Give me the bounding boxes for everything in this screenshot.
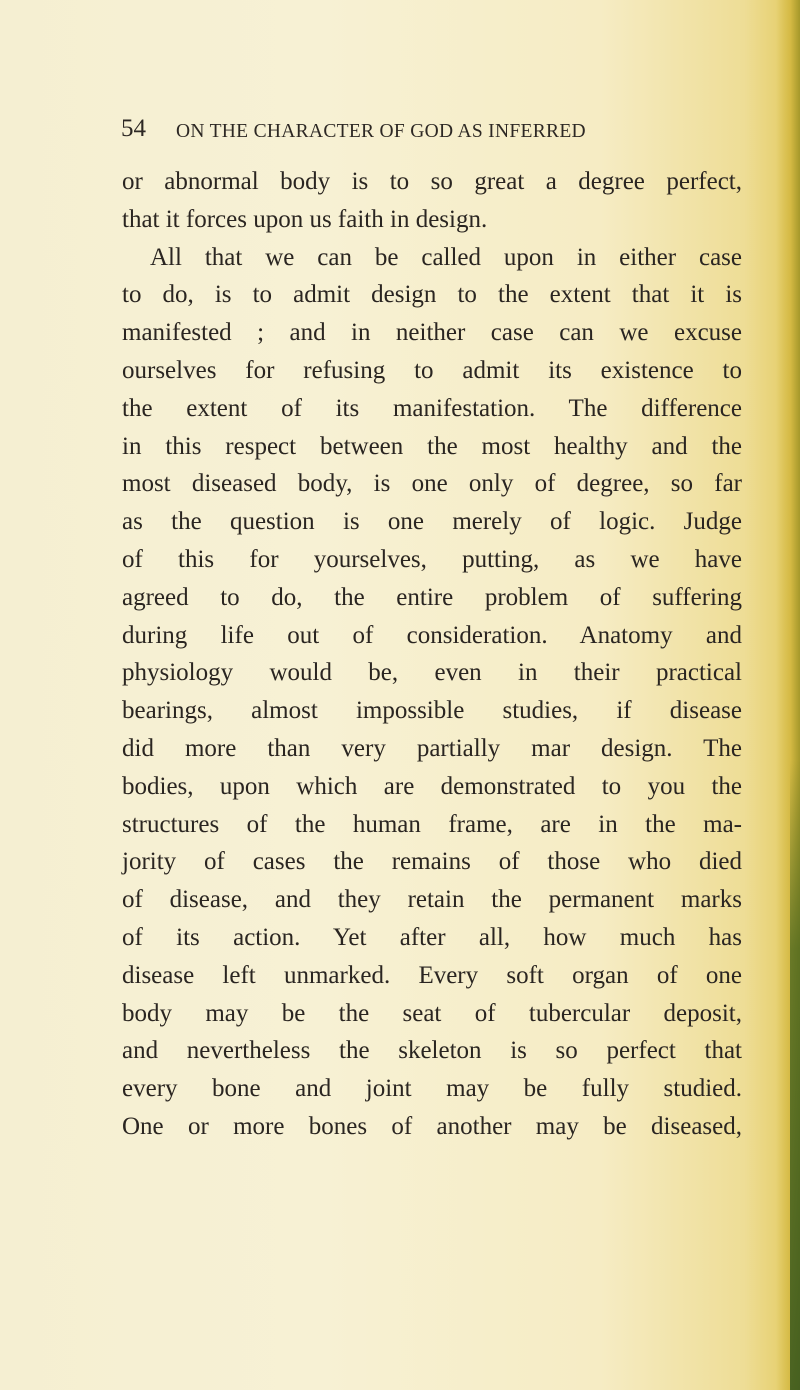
- text-line: or abnormal body is to so great a degree perfect,: [122, 168, 742, 195]
- body-text: [122, 163, 742, 1146]
- text-line: disease left unmarked. Every soft organ of one: [122, 961, 742, 989]
- text-line: physiology would be, even in their practical: [122, 659, 742, 687]
- text-line: most diseased body, is one only of degree, so far: [122, 470, 742, 498]
- text-line: to do, is to admit design to the extent that it is: [122, 281, 742, 309]
- text-line: and nevertheless the skeleton is so perfect that: [122, 1037, 742, 1065]
- text-line: jority of cases the remains of those who died: [122, 848, 742, 876]
- text-line: of its action. Yet after all, how much has: [122, 923, 742, 951]
- text-line: of this for yourselves, putting, as we have: [122, 545, 742, 573]
- text-line: as the question is one merely of logic. Judge: [122, 508, 742, 536]
- text-line: ourselves for refusing to admit its existence to: [122, 356, 742, 384]
- text-line: the extent of its manifestation. The difference: [122, 394, 742, 422]
- text-line: One or more bones of another may be diseased,: [122, 1112, 742, 1140]
- text-line: agreed to do, the entire problem of suffering: [122, 583, 742, 611]
- text-line: structures of the human frame, are in the ma-: [122, 810, 742, 838]
- text-line: manifested ; and in neither case can we excuse: [122, 319, 742, 347]
- text-line: every bone and joint may be fully studied.: [122, 1075, 742, 1103]
- text-line: did more than very partially mar design. The: [122, 734, 742, 762]
- text-line: during life out of consideration. Anatomy and: [122, 621, 742, 649]
- text-line: bearings, almost impossible studies, if disease: [122, 697, 742, 725]
- text-line: that it forces upon us faith in design.: [122, 205, 488, 233]
- page-edge-dark: [790, 760, 800, 1390]
- text-line: body may be the seat of tubercular deposit,: [122, 999, 742, 1027]
- paragraph-first-line: All that we can be called upon in either case: [150, 243, 742, 271]
- text-line: in this respect between the most healthy and the: [122, 432, 742, 460]
- text-line: bodies, upon which are demonstrated to you the: [122, 772, 742, 800]
- running-head-title: ON THE CHARACTER OF GOD AS INFERRED: [176, 121, 586, 142]
- page-number: 54: [121, 115, 146, 142]
- running-head: [121, 115, 741, 148]
- text-line: of disease, and they retain the permanent marks: [122, 886, 742, 914]
